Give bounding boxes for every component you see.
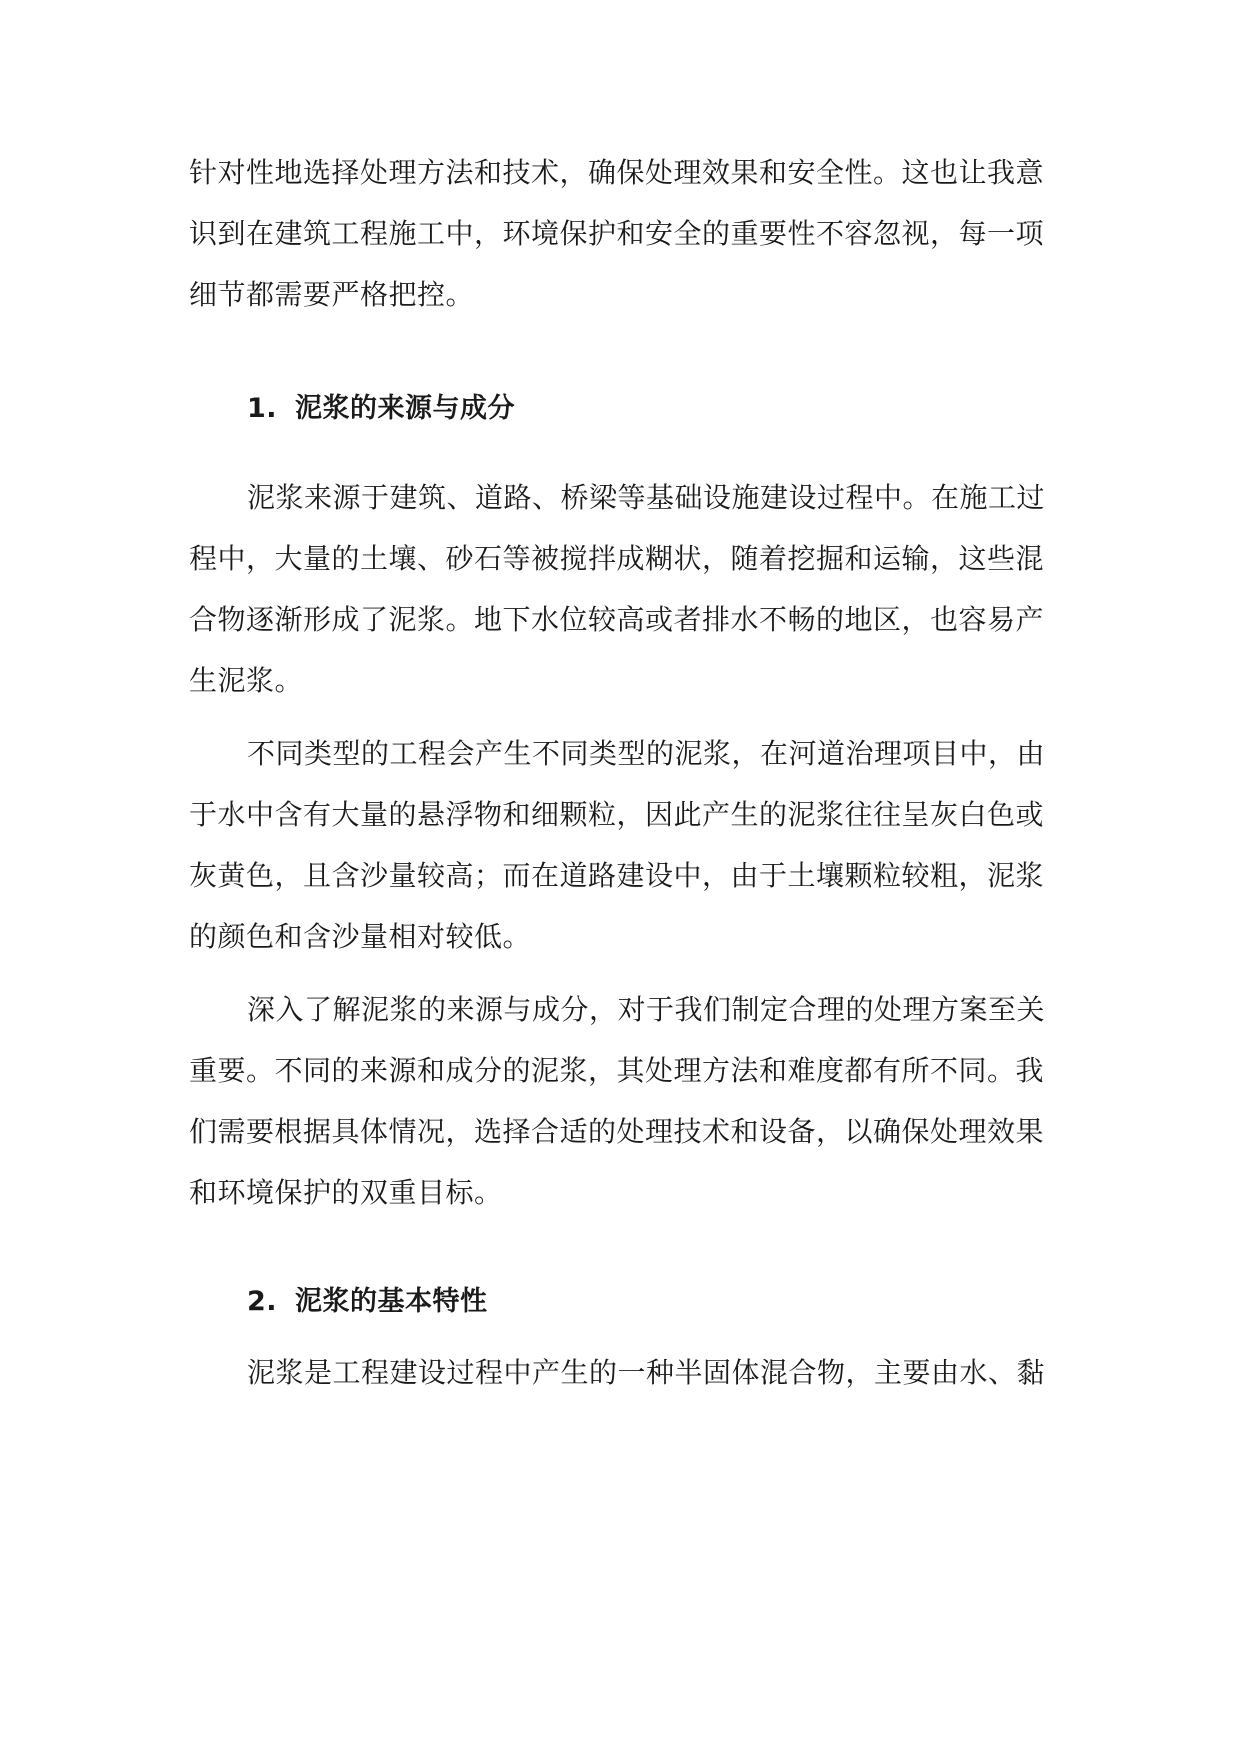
intro-paragraph (189, 142, 1051, 325)
text-line: 生泥浆。 (189, 664, 304, 697)
section-heading-2 (189, 1271, 1051, 1332)
text-line: 重要。不同的来源和成分的泥浆，其处理方法和难度都有所不同。我 (189, 1054, 1045, 1087)
text-line: 针对性地选择处理方法和技术，确保处理效果和安全性。这也让我意 (189, 156, 1045, 189)
text-line: 的颜色和含沙量相对较低。 (189, 920, 532, 953)
text-line: 不同类型的工程会产生不同类型的泥浆，在河道治理项目中，由 (247, 737, 1046, 770)
section-number: 1. (247, 393, 278, 424)
text-line: 识到在建筑工程施工中，环境保护和安全的重要性不容忽视，每一项 (189, 217, 1045, 250)
text-line: 合物逐渐形成了泥浆。地下水位较高或者排水不畅的地区，也容易产 (189, 603, 1045, 636)
text-line: 泥浆是工程建设过程中产生的一种半固体混合物，主要由水、黏 (247, 1356, 1046, 1389)
section2-paragraph-1 (189, 1342, 1051, 1403)
document-body (189, 142, 1051, 1433)
text-line: 们需要根据具体情况，选择合适的处理技术和设备，以确保处理效果 (189, 1115, 1045, 1148)
text-line: 泥浆来源于建筑、道路、桥梁等基础设施建设过程中。在施工过 (247, 481, 1046, 514)
section-title: 泥浆的来源与成分 (295, 393, 516, 424)
text-line: 和环境保护的双重目标。 (189, 1176, 503, 1209)
section1-paragraph-2 (189, 723, 1051, 967)
section-heading-1 (189, 378, 1051, 439)
text-line: 灰黄色，且含沙量较高；而在道路建设中，由于土壤颗粒较粗，泥浆 (189, 859, 1045, 892)
text-line: 细节都需要严格把控。 (189, 278, 475, 311)
section-number: 2. (247, 1286, 278, 1317)
section1-paragraph-1 (189, 467, 1051, 711)
text-line: 程中，大量的土壤、砂石等被搅拌成糊状，随着挖掘和运输，这些混 (189, 542, 1045, 575)
text-line: 于水中含有大量的悬浮物和细颗粒，因此产生的泥浆往往呈灰白色或 (189, 798, 1045, 831)
section-title: 泥浆的基本特性 (295, 1286, 488, 1317)
text-line: 深入了解泥浆的来源与成分，对于我们制定合理的处理方案至关 (247, 993, 1046, 1026)
section1-paragraph-3 (189, 979, 1051, 1223)
